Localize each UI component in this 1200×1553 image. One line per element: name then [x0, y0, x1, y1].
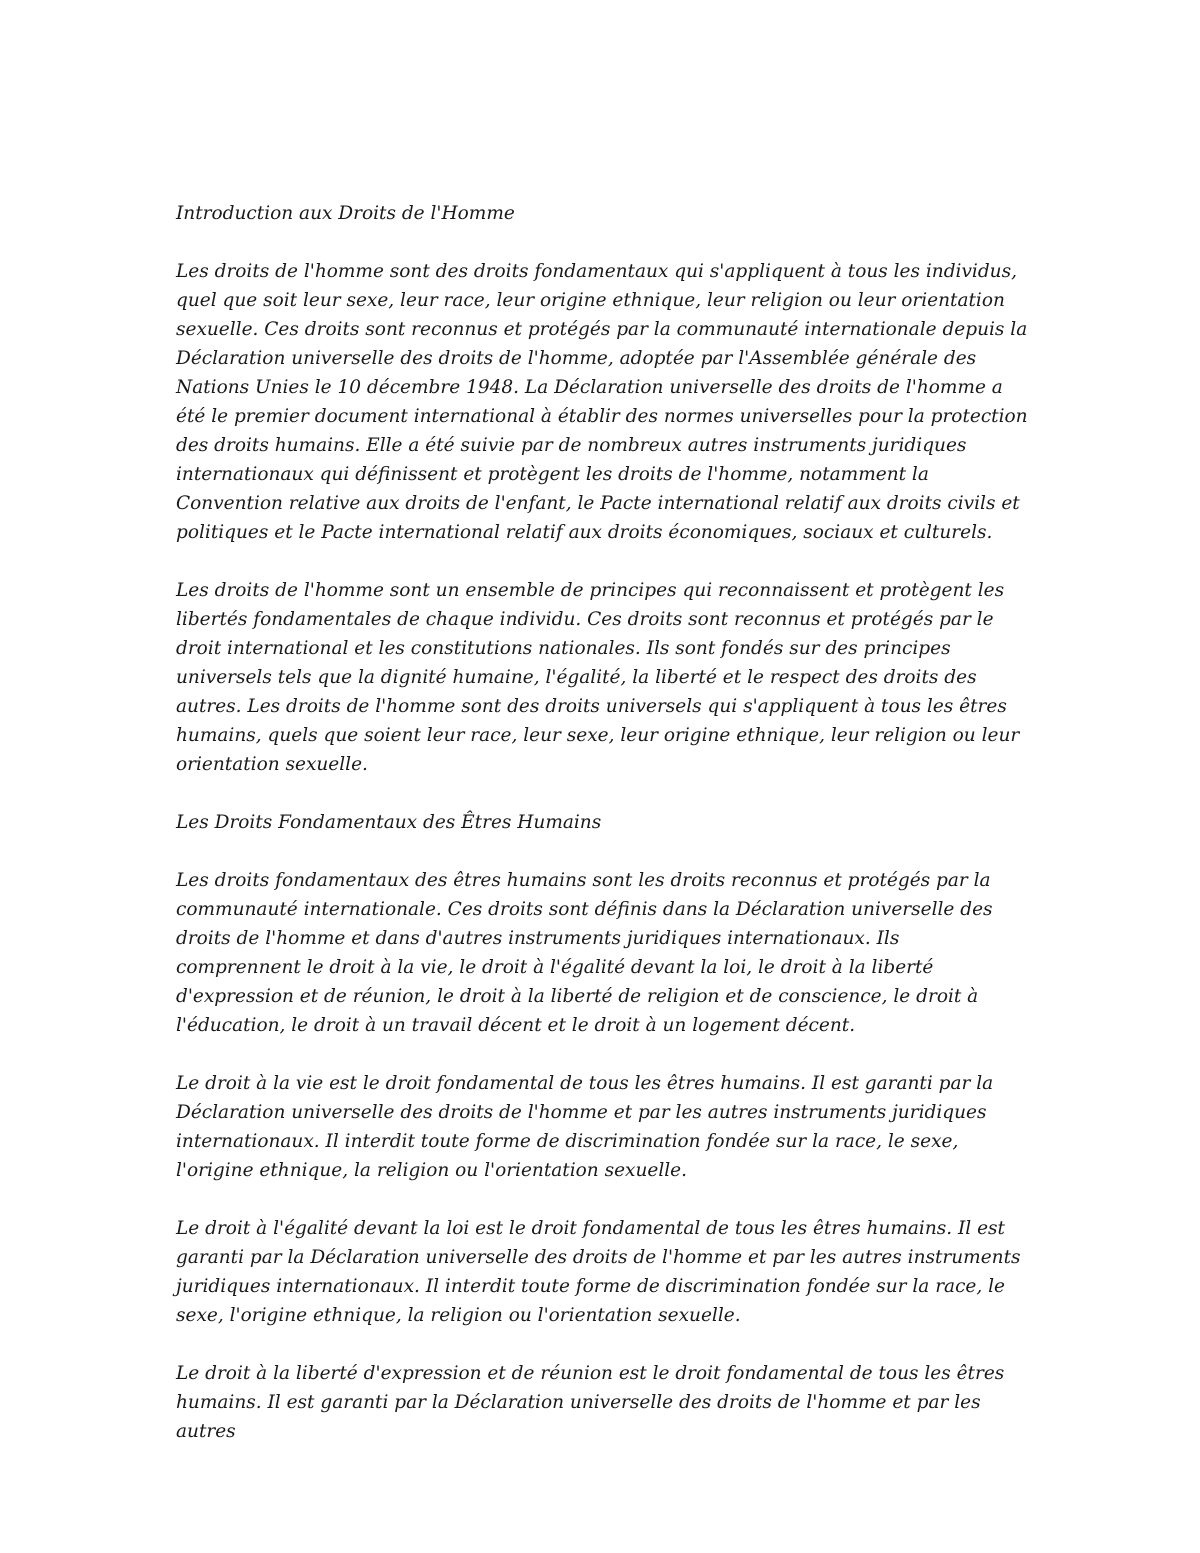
section-heading-fundamental-rights: Les Droits Fondamentaux des Êtres Humains [176, 812, 602, 833]
paragraph-fundamental-rights: Les droits fondamentaux des êtres humains sont les droits reconnus et protégés par la communauté internationale. Ces droits sont définis dans la Déclaration universelle des droits de l'homme et dans d'autres instruments juridiques internationaux. Ils comprennent le droit à la vie, le droit à l'égalité devant la loi, le droit à la liberté d'expression et de réunion, le droit à la liberté de religion et de conscience, le droit à l'éducation, le droit à un travail décent et le droit à un logement décent. [176, 870, 993, 1036]
document-body [176, 199, 1028, 1475]
paragraph-right-to-life: Le droit à la vie est le droit fondamental de tous les êtres humains. Il est garanti par la Déclaration universelle des droits de l'homme et par les autres instruments juridiques internationaux. Il interdit toute forme de discrimination fondée sur la race, le sexe, l'origine ethnique, la religion ou l'orientation sexuelle. [176, 1073, 994, 1181]
paragraph-intro-2: Les droits de l'homme sont un ensemble de principes qui reconnaissent et protègent les libertés fondamentales de chaque individu. Ces droits sont reconnus et protégés par le droit international et les constitutions nationales. Ils sont fondés sur des principes universels tels que la dignité humaine, l'égalité, la liberté et le respect des droits des autres. Les droits de l'homme sont des droits universels qui s'appliquent à tous les êtres humains, quels que soient leur race, leur sexe, leur origine ethnique, leur religion ou leur orientation sexuelle. [176, 580, 1020, 775]
section-heading-introduction: Introduction aux Droits de l'Homme [176, 203, 515, 224]
paragraph-right-to-equality: Le droit à l'égalité devant la loi est le droit fondamental de tous les êtres humains. Il est garanti par la Déclaration universelle des droits de l'homme et par les autres instruments juridiques internationaux. Il interdit toute forme de discrimination fondée sur la race, le sexe, l'origine ethnique, la religion ou l'orientation sexuelle. [176, 1218, 1021, 1326]
paragraph-intro-1: Les droits de l'homme sont des droits fondamentaux qui s'appliquent à tous les individus, quel que soit leur sexe, leur race, leur origine ethnique, leur religion ou leur orientation sexuelle. Ces droits sont reconnus et protégés par la communauté internationale depuis la Déclaration universelle des droits de l'homme, adoptée par l'Assemblée générale des Nations Unies le 10 décembre 1948. La Déclaration universelle des droits de l'homme a été le premier document international à établir des normes universelles pour la protection des droits humains. Elle a été suivie par de nombreux autres instruments juridiques internationaux qui définissent et protègent les droits de l'homme, notamment la Convention relative aux droits de l'enfant, le Pacte international relatif aux droits civils et politiques et le Pacte international relatif aux droits économiques, sociaux et culturels. [176, 261, 1028, 543]
paragraph-freedom-of-expression: Le droit à la liberté d'expression et de réunion est le droit fondamental de tous les êtres humains. Il est garanti par la Déclaration universelle des droits de l'homme et par les autres [176, 1363, 1005, 1442]
